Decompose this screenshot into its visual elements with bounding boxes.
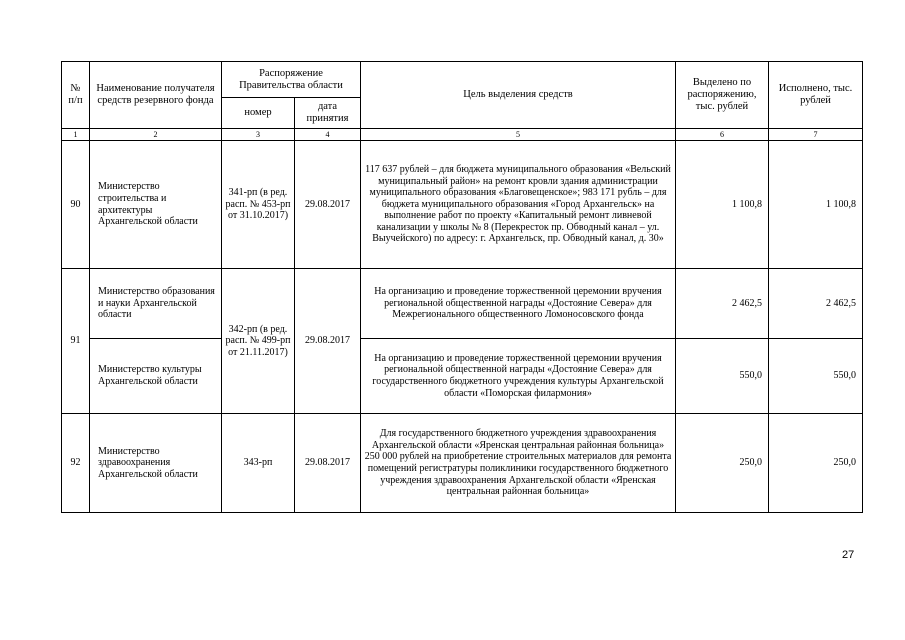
order-date-cell: 29.08.2017 xyxy=(295,141,361,269)
column-number-row xyxy=(62,129,863,141)
order-date-cell: 29.08.2017 xyxy=(295,414,361,513)
reserve-fund-table xyxy=(61,61,863,513)
header-order-date: дата принятия xyxy=(295,98,361,129)
order-number-cell: 343-рп xyxy=(222,414,295,513)
order-number-cell: 341-рп (в ред. расп. № 453-рп от 31.10.2017) xyxy=(222,141,295,269)
executed-cell: 250,0 xyxy=(769,414,863,513)
row-number: 91 xyxy=(62,269,90,414)
recipient-cell: Министерство строительства и архитектуры Архангельской области xyxy=(90,141,222,269)
recipient-cell: Министерство культуры Архангельской области xyxy=(90,339,222,414)
order-date-cell: 29.08.2017 xyxy=(295,269,361,414)
recipient-cell: Министерство здравоохранения Архангельской области xyxy=(90,414,222,513)
column-number: 7 xyxy=(769,129,863,141)
column-number: 4 xyxy=(295,129,361,141)
column-number: 6 xyxy=(676,129,769,141)
executed-cell: 1 100,8 xyxy=(769,141,863,269)
header-order: Распоряжение Правительства области xyxy=(222,62,361,98)
table-row xyxy=(62,141,863,269)
header-order-number: номер xyxy=(222,98,295,129)
allocated-cell: 2 462,5 xyxy=(676,269,769,339)
header-no: № п/п xyxy=(62,62,90,129)
purpose-cell: На организацию и проведение торжественной церемонии вручения региональной общественной награды «Достояние Севера» для Межрегионального общественного Ломоносовского фонда xyxy=(361,269,676,339)
table-row xyxy=(62,414,863,513)
row-number: 90 xyxy=(62,141,90,269)
allocated-cell: 1 100,8 xyxy=(676,141,769,269)
purpose-cell: Для государственного бюджетного учреждения здравоохранения Архангельской области «Яренская центральная районная больница» 250 000 рублей на приобретение строительных материалов для ремонта помещений регистратуры поликлиники государственного бюджетного учреждения здравоохранения Архангельской области «Яренская центральная районная больница» xyxy=(361,414,676,513)
column-number: 3 xyxy=(222,129,295,141)
header-executed: Исполнено, тыс. рублей xyxy=(769,62,863,129)
header-purpose: Цель выделения средств xyxy=(361,62,676,129)
header-recipient: Наименование получателя средств резервного фонда xyxy=(90,62,222,129)
purpose-cell: На организацию и проведение торжественной церемонии вручения региональной общественной награды «Достояние Севера» для государственного бюджетного учреждения культуры Архангельской области «Поморская филармония» xyxy=(361,339,676,414)
page-number: 27 xyxy=(842,549,855,561)
column-number: 2 xyxy=(90,129,222,141)
order-number-cell: 342-рп (в ред. расп. № 499-рп от 21.11.2017) xyxy=(222,269,295,414)
column-number: 5 xyxy=(361,129,676,141)
column-number: 1 xyxy=(62,129,90,141)
table-row xyxy=(62,339,863,414)
executed-cell: 550,0 xyxy=(769,339,863,414)
purpose-cell: 117 637 рублей – для бюджета муниципального образования «Вельский муниципальный район» на ремонт кровли здания администрации муниципального образования «Благовещенское»; 983 171 рубль – для бюджета муниципального образования «Город Архангельск» на выполнение работ по проекту «Капитальный ремонт ливневой канализации у школы № 8 (Перекресток пр. Обводный канал – ул. Выучейского) по адресу: г. Архангельск, пр. Обводный канал, д. 30» xyxy=(361,141,676,269)
row-number: 92 xyxy=(62,414,90,513)
allocated-cell: 250,0 xyxy=(676,414,769,513)
allocated-cell: 550,0 xyxy=(676,339,769,414)
table-row xyxy=(62,269,863,339)
header-allocated: Выделено по распоряжению, тыс. рублей xyxy=(676,62,769,129)
recipient-cell: Министерство образования и науки Архангельской области xyxy=(90,269,222,339)
executed-cell: 2 462,5 xyxy=(769,269,863,339)
